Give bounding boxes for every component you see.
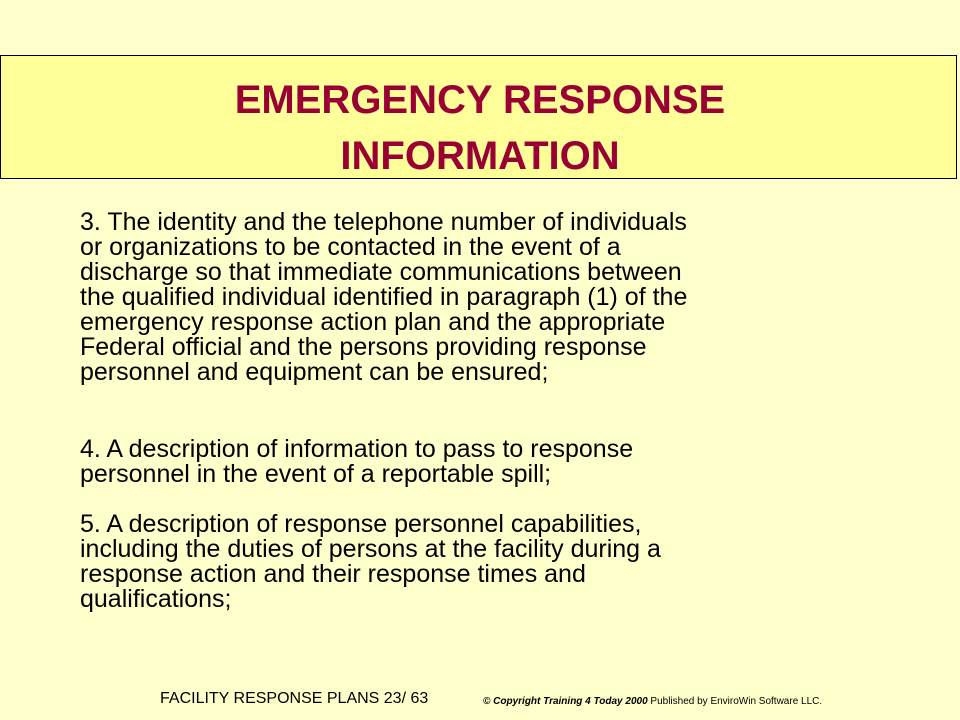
paragraph-line: personnel and equipment can be ensured; (80, 358, 549, 386)
paragraph-item-4 (80, 437, 880, 487)
paragraph-line: the qualified individual identified in paragraph (1) of the (80, 283, 688, 311)
page-title-line-2: INFORMATION (340, 134, 620, 178)
copyright-text: © Copyright Training 4 Today 2000 (483, 696, 648, 707)
paragraph-item-5 (80, 512, 880, 612)
page-title-line-1: EMERGENCY RESPONSE (234, 78, 726, 122)
paragraph-line: Federal official and the persons providing response (80, 333, 647, 361)
footer-copyright (483, 696, 822, 708)
paragraph-line: 4. A description of information to pass to response (80, 435, 634, 463)
paragraph-line: 3. The identity and the telephone number of individuals (80, 208, 687, 236)
paragraph-line: emergency response action plan and the appropriate (80, 308, 666, 336)
paragraph-line: qualifications; (80, 585, 232, 613)
publisher-text: Published by EnviroWin Software LLC. (650, 696, 823, 707)
paragraph-line: discharge so that immediate communications between (80, 258, 682, 286)
paragraph-line: response action and their response times and (80, 560, 586, 588)
paragraph-line: including the duties of persons at the facility during a (80, 535, 661, 563)
paragraph-item-3 (80, 210, 880, 385)
footer-slide-label: FACILITY RESPONSE PLANS 23/ 63 (160, 690, 429, 707)
paragraph-line: or organizations to be contacted in the event of a (80, 233, 621, 261)
paragraph-line: 5. A description of response personnel capabilities, (80, 510, 642, 538)
paragraph-line: personnel in the event of a reportable spill; (80, 460, 552, 488)
